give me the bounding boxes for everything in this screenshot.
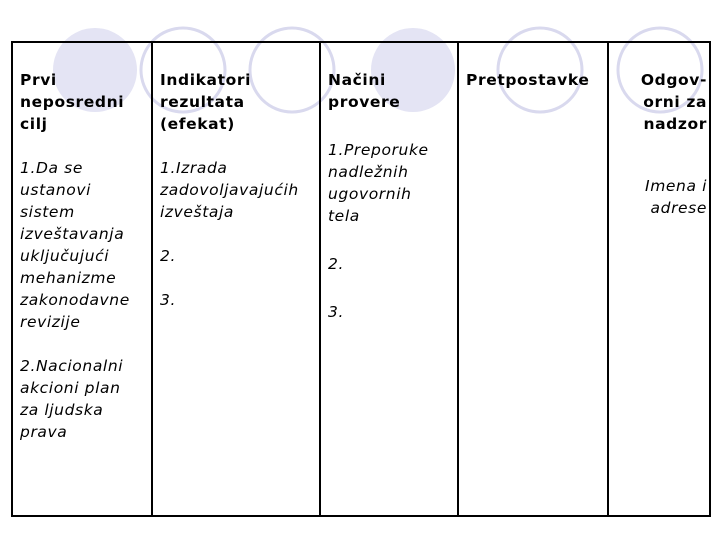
column-header: Odgov- orni za nadzor: [640, 71, 707, 133]
column-header: Pretpostavke: [466, 71, 590, 89]
column-assumptions: [459, 43, 609, 515]
column-responsible: [609, 43, 713, 515]
column-header: Načini provere: [328, 71, 401, 111]
column-item: Imena i adrese: [645, 177, 707, 217]
column-first-objective: [13, 43, 153, 515]
column-verification: [321, 43, 459, 515]
column-item: 1.Preporuke nadležnih ugovornih tela: [328, 141, 429, 225]
column-item: 1.Izrada zadovoljavajućih izveštaja: [160, 159, 299, 221]
column-item: 3.: [328, 303, 344, 321]
column-item: 1.Da se ustanovi sistem izveštavanja uključujući mehanizme zakonodavne revizije: [20, 159, 130, 331]
column-item: 2.: [328, 255, 344, 273]
column-item: 2.Nacionalni akcioni plan za ljudska prava: [20, 357, 124, 441]
column-indicators: [153, 43, 321, 515]
column-header: Prvi neposredni cilj: [20, 71, 125, 133]
column-header: Indikatori rezultata (efekat): [160, 71, 251, 133]
column-item: 3.: [160, 291, 176, 309]
logframe-table: [11, 41, 711, 517]
column-item: 2.: [160, 247, 176, 265]
